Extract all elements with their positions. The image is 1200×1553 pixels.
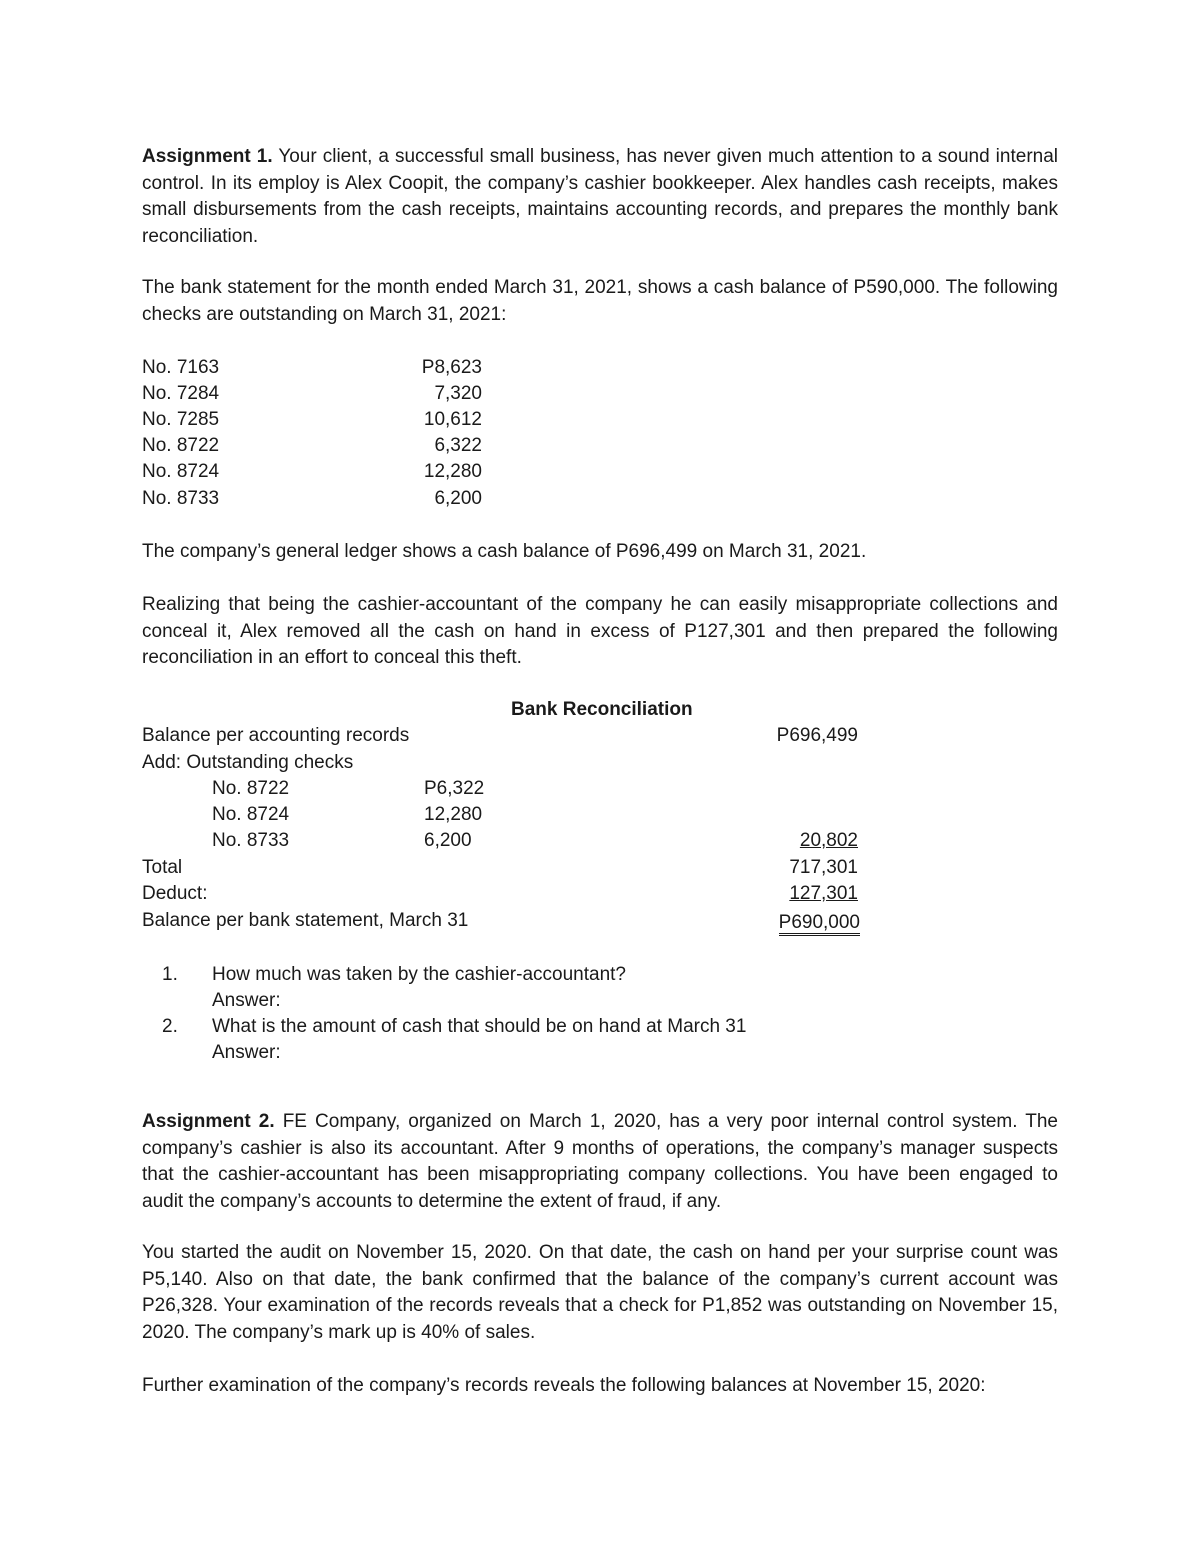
question-text: How much was taken by the cashier-accountant? xyxy=(212,964,626,985)
check-amount: 12,280 xyxy=(423,461,482,482)
recon-check-amount: 12,280 xyxy=(424,804,483,825)
check-no: No. 7285 xyxy=(142,409,220,430)
recon-check-no: No. 8722 xyxy=(212,778,290,799)
assignment1-intro xyxy=(142,144,1058,250)
check-amount: 10,612 xyxy=(423,409,482,430)
total-value: 717,301 xyxy=(789,857,858,878)
balance-records-label: Balance per accounting records xyxy=(142,725,410,746)
check-amount: 6,322 xyxy=(434,435,482,456)
deduct-value: 127,301 xyxy=(789,883,858,904)
check-amount: 7,320 xyxy=(434,383,482,404)
question-number: 2. xyxy=(162,1016,178,1037)
check-no: No. 7284 xyxy=(142,383,220,404)
deduct-label: Deduct: xyxy=(142,883,208,904)
total-label: Total xyxy=(142,857,183,878)
recon-check-amount: P6,322 xyxy=(424,778,485,799)
audit-paragraph: You started the audit on November 15, 2020. On that date, the cash on hand per your surprise count was P5,140. Also on that date, the bank confirmed that the balance of the company’s current account was P26,328. Your examination of the records reveals that a check for P1,852 was outstanding on November 15, 2020. The company’s mark up is 40% of sales. xyxy=(142,1242,1058,1343)
final-balance-label: Balance per bank statement, March 31 xyxy=(142,910,469,931)
outstanding-total-value: 20,802 xyxy=(799,830,858,851)
further-examination-paragraph: Further examination of the company’s records reveals the following balances at November 15, 2020: xyxy=(142,1375,986,1396)
recon-check-no: No. 8724 xyxy=(212,804,290,825)
add-outstanding-label: Add: Outstanding checks xyxy=(142,752,354,773)
question-text: What is the amount of cash that should be on hand at March 31 xyxy=(212,1016,747,1037)
final-balance-value: P690,000 xyxy=(779,912,860,936)
check-amount: 6,200 xyxy=(434,488,482,509)
recon-check-no: No. 8733 xyxy=(212,830,290,851)
check-amount: P8,623 xyxy=(421,357,482,378)
assignment2-intro xyxy=(142,1109,1058,1215)
bank-statement-paragraph: The bank statement for the month ended March 31, 2021, shows a cash balance of P590,000. The following checks are outstanding on March 31, 2021: xyxy=(142,277,1058,325)
answer-label: Answer: xyxy=(212,1042,281,1063)
recon-check-amount: 6,200 xyxy=(424,830,472,851)
assignment2-label: Assignment 2. xyxy=(142,1111,275,1132)
check-no: No. 8733 xyxy=(142,488,220,509)
theft-paragraph: Realizing that being the cashier-accountant of the company he can easily misappropriate collections and conceal it, Alex removed all the cash on hand in excess of P127,301 and then prepared the following reconciliation in an effort to conceal this theft. xyxy=(142,594,1058,668)
balance-records-value: P696,499 xyxy=(776,725,858,746)
answer-label: Answer: xyxy=(212,990,281,1011)
ledger-paragraph: The company’s general ledger shows a cash balance of P696,499 on March 31, 2021. xyxy=(142,541,867,562)
reconciliation-title: Bank Reconciliation xyxy=(511,699,693,720)
check-no: No. 8724 xyxy=(142,461,220,482)
question-number: 1. xyxy=(162,964,178,985)
assignment1-label: Assignment 1. xyxy=(142,146,273,167)
check-no: No. 7163 xyxy=(142,357,220,378)
assignment1-intro-text: Your client, a successful small business, has never given much attention to a sound internal control. In its employ is Alex Coopit, the company’s cashier bookkeeper. Alex handles cash receipts, makes small disbursements from the cash receipts, maintains accounting records, and prepares the monthly bank reconciliation. xyxy=(142,146,1059,247)
check-no: No. 8722 xyxy=(142,435,220,456)
assignment2-intro-text: FE Company, organized on March 1, 2020, has a very poor internal control system. The company’s cashier is also its accountant. After 9 months of operations, the company’s manager suspects that the cashier-accountant has been misappropriating company collections. You have been engaged to audit the company’s accounts to determine the extent of fraud, if any. xyxy=(142,1111,1058,1212)
